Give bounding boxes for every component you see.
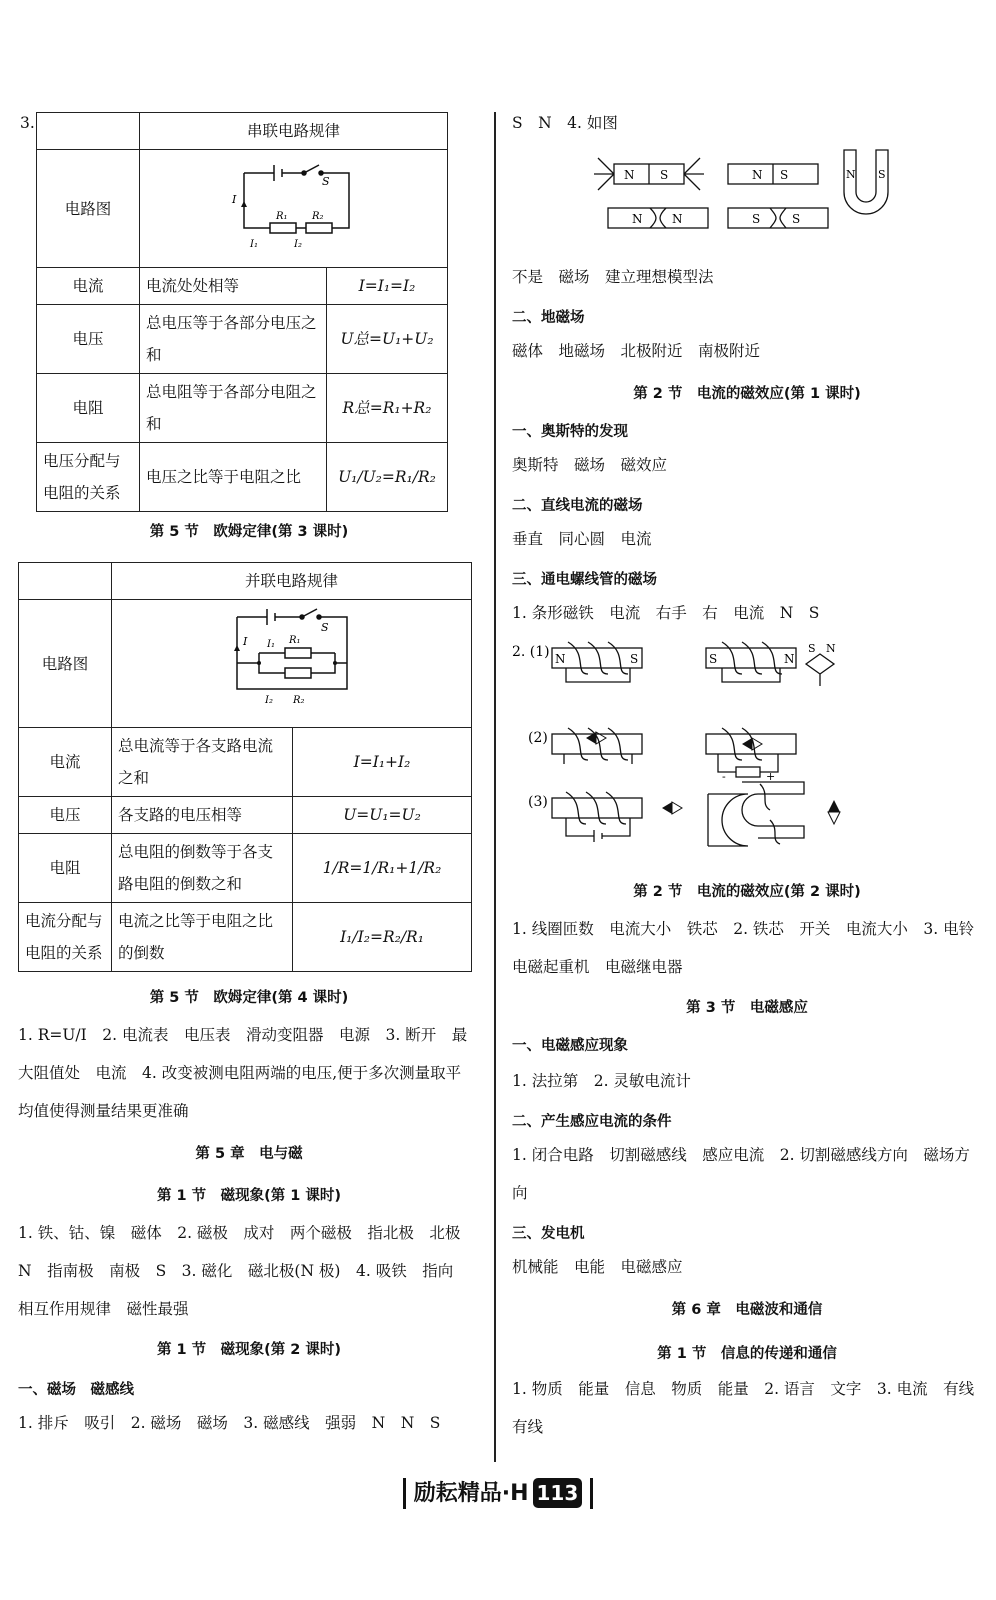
- row-desc: 总电流等于各支路电流之和: [112, 728, 293, 797]
- magnet-field-figure: [588, 146, 908, 246]
- switch-label: S: [320, 621, 329, 634]
- plus-label: +: [766, 770, 776, 783]
- row-formula: U总=U₁+U₂: [327, 305, 448, 374]
- magnet-s-label: S: [878, 168, 886, 181]
- row-formula: I₁/I₂=R₂/R₁: [293, 903, 472, 972]
- part-label: (2): [528, 730, 548, 746]
- answer-paragraph: 1. 闭合电路 切割磁感线 感应电流 2. 切割磁感线方向 磁场方向: [512, 1146, 970, 1202]
- subheading: 二、地磁场: [512, 310, 585, 326]
- parallel-table-title: 并联电路规律: [112, 563, 472, 600]
- section-heading: 第 2 节 电流的磁效应(第 1 课时): [633, 386, 861, 402]
- row-desc: 各支路的电压相等: [112, 797, 293, 834]
- row-label: 电压分配与电阻的关系: [37, 443, 140, 512]
- column-divider: [494, 112, 496, 1462]
- row-formula: 1/R=1/R₁+1/R₂: [293, 834, 472, 903]
- answer-paragraph: 1. R=U/I 2. 电流表 电压表 滑动变阻器 电源 3. 断开 最大阻值处 电流 4. 改变被测电阻两端的电压,便于多次测量取平均值使得测量结果更准确: [18, 1026, 468, 1120]
- subheading: 二、直线电流的磁场: [512, 498, 643, 514]
- i1-label: I₁: [266, 639, 275, 650]
- row-formula: I=I₁=I₂: [327, 268, 448, 305]
- pole-s-label: S: [709, 652, 718, 666]
- r2-label: R₂: [292, 695, 305, 706]
- magnet-n-label: N: [752, 168, 763, 182]
- row-desc: 电压之比等于电阻之比: [140, 443, 327, 512]
- row-label: 电流: [37, 268, 140, 305]
- section-heading: 第 5 节 欧姆定律(第 4 课时): [149, 990, 349, 1006]
- pole-n-label: N: [826, 642, 836, 655]
- r2-label: R₂: [311, 211, 324, 222]
- row-formula: R总=R₁+R₂: [327, 374, 448, 443]
- section-heading: 第 5 节 欧姆定律(第 3 课时): [149, 524, 349, 540]
- answer-line: 机械能 电能 电磁感应: [512, 1258, 683, 1276]
- row-desc: 电流之比等于电阻之比的倒数: [112, 903, 293, 972]
- series-circuit-diagram: [140, 150, 448, 268]
- parallel-circuit-table: [18, 562, 472, 972]
- magnet-n-label: N: [846, 168, 856, 181]
- r1-label: R₁: [288, 635, 301, 646]
- pole-n-label: N: [784, 652, 795, 666]
- series-table-title: 串联电路规律: [140, 113, 448, 150]
- i1-label: I₁: [249, 239, 258, 250]
- subheading: 一、奥斯特的发现: [512, 424, 628, 440]
- answer-paragraph: 1. 排斥 吸引 2. 磁场 磁场 3. 磁感线 强弱 N N S: [18, 1414, 441, 1432]
- chapter-heading: 第 6 章 电磁波和通信: [671, 1302, 823, 1318]
- answer-line: 奥斯特 磁场 磁效应: [512, 456, 668, 474]
- i2-label: I₂: [264, 695, 273, 706]
- magnet-n-label: N: [632, 212, 643, 226]
- row-desc: 总电阻的倒数等于各支路电阻的倒数之和: [112, 834, 293, 903]
- answer-paragraph: 1. 铁、钴、镍 磁体 2. 磁极 成对 两个磁极 指北极 北极 N 指南极 南极 S 3. 磁化 磁北极(N 极) 4. 吸铁 指向 相互作用规律 磁性最强: [18, 1224, 476, 1318]
- section-heading: 第 2 节 电流的磁效应(第 2 课时): [633, 884, 861, 900]
- row-label: 电路图: [37, 150, 140, 268]
- section-heading: 第 1 节 磁现象(第 2 课时): [156, 1342, 342, 1358]
- subheading: 三、通电螺线管的磁场: [512, 572, 657, 588]
- chapter-heading: 第 5 章 电与磁: [195, 1146, 303, 1162]
- answer-paragraph: 1. 线圈匝数 电流大小 铁芯 2. 铁芯 开关 电流大小 3. 电铃 电磁起重机 电磁继电器: [512, 920, 990, 976]
- row-label: 电压: [37, 305, 140, 374]
- row-label: 电阻: [37, 374, 140, 443]
- brand-text: 励耘精品·H: [413, 1481, 529, 1506]
- parallel-circuit-diagram: [112, 600, 472, 728]
- parallel-circuit-svg: [217, 603, 367, 713]
- magnet-n-label: N: [672, 212, 683, 226]
- page-footer: [0, 1478, 996, 1509]
- row-formula: I=I₁+I₂: [293, 728, 472, 797]
- section-heading: 第 1 节 磁现象(第 1 课时): [156, 1188, 342, 1204]
- solenoid-figures: [508, 634, 986, 864]
- magnet-s-label: S: [792, 212, 801, 226]
- magnet-s-label: S: [752, 212, 761, 226]
- answer-paragraph: 1. 物质 能量 信息 物质 能量 2. 语言 文字 3. 电流 有线 有线: [512, 1380, 990, 1436]
- brand-logo: [403, 1478, 594, 1509]
- question-number: 3.: [20, 114, 35, 132]
- series-circuit-table: [36, 112, 448, 512]
- answer-line: 磁体 地磁场 北极附近 南极附近: [512, 342, 761, 360]
- row-formula: U₁/U₂=R₁/R₂: [327, 443, 448, 512]
- subheading: 一、磁场 磁感线: [18, 1382, 134, 1398]
- minus-label: -: [722, 770, 726, 783]
- row-label: 电路图: [19, 600, 112, 728]
- section-heading: 第 1 节 信息的传递和通信: [657, 1346, 837, 1362]
- answer-line: 不是 磁场 建立理想模型法: [512, 268, 714, 286]
- i2-label: I₂: [293, 239, 302, 250]
- current-label: I: [231, 193, 236, 206]
- switch-label: S: [321, 175, 330, 188]
- row-label: 电流: [19, 728, 112, 797]
- row-desc: 总电压等于各部分电压之和: [140, 305, 327, 374]
- pole-s-label: S: [808, 642, 816, 655]
- pole-n-label: N: [555, 652, 566, 666]
- part-label: (3): [528, 794, 548, 810]
- row-desc: 电流处处相等: [140, 268, 327, 305]
- row-desc: 总电阻等于各部分电阻之和: [140, 374, 327, 443]
- row-label: 电压: [19, 797, 112, 834]
- answer-line: 垂直 同心圆 电流: [512, 530, 652, 548]
- row-formula: U=U₁=U₂: [293, 797, 472, 834]
- page-number: 113: [533, 1478, 583, 1508]
- magnet-s-label: S: [780, 168, 789, 182]
- r1-label: R₁: [275, 211, 288, 222]
- row-label: 电流分配与电阻的关系: [19, 903, 112, 972]
- series-circuit-svg: [224, 153, 364, 253]
- pole-s-label: S: [630, 652, 639, 666]
- answer-line: 1. 条形磁铁 电流 右手 右 电流 N S: [512, 604, 820, 622]
- row-label: 电阻: [19, 834, 112, 903]
- answer-line: S N 4. 如图: [512, 114, 618, 132]
- part-label: 2. (1): [512, 644, 550, 660]
- current-label: I: [242, 635, 247, 648]
- magnet-s-label: S: [660, 168, 669, 182]
- subheading: 一、电磁感应现象: [512, 1038, 628, 1054]
- magnet-n-label: N: [624, 168, 635, 182]
- subheading: 二、产生感应电流的条件: [512, 1114, 672, 1130]
- section-heading: 第 3 节 电磁感应: [686, 1000, 808, 1016]
- subheading: 三、发电机: [512, 1226, 585, 1242]
- answer-line: 1. 法拉第 2. 灵敏电流计: [512, 1072, 691, 1090]
